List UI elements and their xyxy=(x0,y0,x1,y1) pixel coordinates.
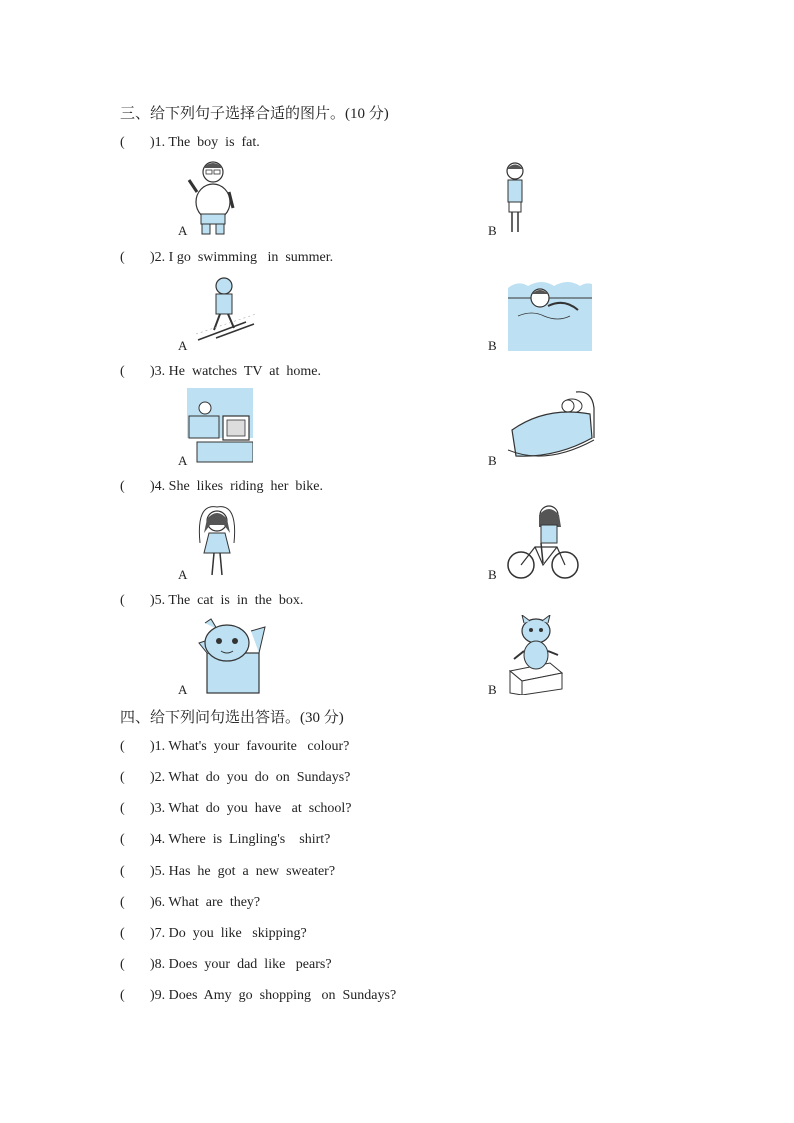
question-text: )3. He watches TV at home. xyxy=(150,364,321,379)
option-b-label: B xyxy=(488,682,497,697)
boy-watching-tv-icon xyxy=(187,388,253,464)
question-text: )5. The cat is in the box. xyxy=(150,593,304,608)
boy-sleeping-bed-icon xyxy=(506,388,598,468)
answer-paren[interactable]: ( xyxy=(120,479,125,494)
question-1 xyxy=(120,135,260,151)
option-a-label: A xyxy=(178,338,188,353)
answer-paren[interactable]: ( xyxy=(120,135,125,150)
option-a-label: A xyxy=(178,567,188,582)
answer-paren[interactable]: ( xyxy=(120,926,125,941)
option-a-label: A xyxy=(178,682,188,697)
question-text: )7. Do you like skipping? xyxy=(150,926,307,941)
section-4-heading: 四、给下列问句选出答语。(30 分) xyxy=(120,710,344,726)
option-b-label: B xyxy=(488,453,497,468)
question-2 xyxy=(120,770,350,786)
answer-paren[interactable]: ( xyxy=(120,832,125,847)
question-6 xyxy=(120,895,260,911)
question-1 xyxy=(120,739,349,755)
question-4 xyxy=(120,832,330,848)
question-5 xyxy=(120,593,303,609)
question-7 xyxy=(120,926,307,942)
fat-boy-icon xyxy=(185,158,240,236)
swimming-boy-icon xyxy=(508,276,592,351)
answer-paren[interactable]: ( xyxy=(120,957,125,972)
section-3-heading: 三、给下列句子选择合适的图片。(10 分) xyxy=(120,106,389,122)
answer-paren[interactable]: ( xyxy=(120,864,125,879)
answer-paren[interactable]: ( xyxy=(120,988,125,1003)
option-b-label: B xyxy=(488,338,497,353)
option-b-label: B xyxy=(488,567,497,582)
question-9 xyxy=(120,988,396,1004)
question-text: )2. I go swimming in summer. xyxy=(150,250,334,265)
answer-paren[interactable]: ( xyxy=(120,801,125,816)
question-text: )4. She likes riding her bike. xyxy=(150,479,324,494)
answer-paren[interactable]: ( xyxy=(120,593,125,608)
option-a-label: A xyxy=(178,223,188,238)
answer-paren[interactable]: ( xyxy=(120,364,125,379)
option-a-label: A xyxy=(178,453,188,468)
question-text: )8. Does your dad like pears? xyxy=(150,957,332,972)
question-text: )6. What are they? xyxy=(150,895,261,910)
question-text: )5. Has he got a new sweater? xyxy=(150,864,336,879)
answer-paren[interactable]: ( xyxy=(120,895,125,910)
question-text: )2. What do you do on Sundays? xyxy=(150,770,351,785)
question-3 xyxy=(120,801,352,817)
girl-riding-bike-icon xyxy=(505,503,581,581)
question-text: )1. The boy is fat. xyxy=(150,135,260,150)
answer-paren[interactable]: ( xyxy=(120,250,125,265)
answer-paren[interactable]: ( xyxy=(120,739,125,754)
question-text: )3. What do you have at school? xyxy=(150,801,352,816)
question-3 xyxy=(120,364,321,380)
question-text: )9. Does Amy go shopping on Sundays? xyxy=(150,988,397,1003)
answer-paren[interactable]: ( xyxy=(120,770,125,785)
question-2 xyxy=(120,250,333,266)
girl-skipping-rope-icon xyxy=(190,503,244,581)
cat-in-box-icon xyxy=(195,617,267,695)
thin-boy-icon xyxy=(500,160,530,236)
question-text: )1. What's your favourite colour? xyxy=(150,739,350,754)
option-b-label: B xyxy=(488,223,497,238)
question-8 xyxy=(120,957,332,973)
skiing-child-icon xyxy=(196,274,258,344)
question-text: )4. Where is Lingling's shirt? xyxy=(150,832,331,847)
question-5 xyxy=(120,864,335,880)
question-4 xyxy=(120,479,323,495)
cat-on-box-icon xyxy=(506,615,568,695)
